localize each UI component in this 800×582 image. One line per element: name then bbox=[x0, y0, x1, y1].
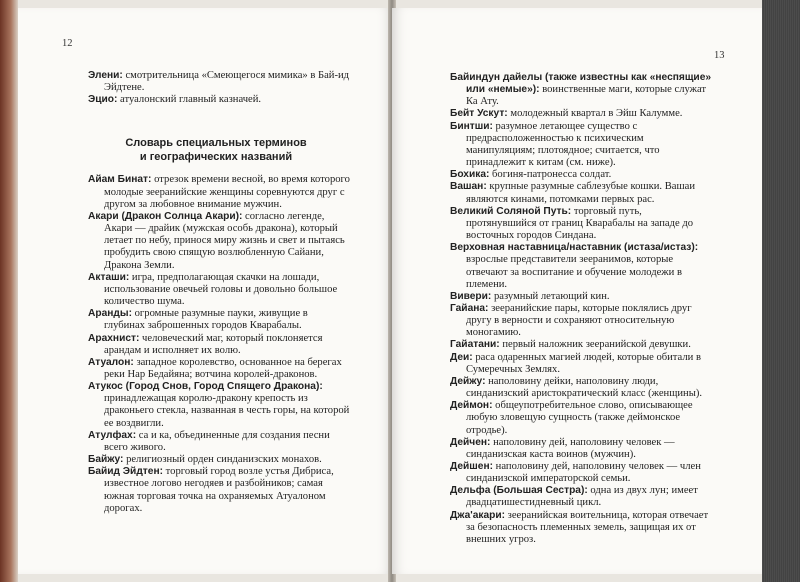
glossary-entry bbox=[450, 72, 712, 108]
entry-definition: общеупотребительное слово, описывающее любую зловещую сущность (также деймонское отродье). bbox=[466, 400, 693, 436]
entry-definition: богиня-патронесса солдат. bbox=[492, 169, 612, 181]
entry-term: Гайатани: bbox=[450, 339, 500, 351]
entry-definition: зееранийская воительница, которая отвечает за безопасность племенных земель, защищая их от внешних угроз. bbox=[466, 509, 709, 545]
glossary-entry bbox=[88, 211, 350, 272]
entry-definition: отрезок времени весной, во время которого молодые зееранийские женщины соревнуются друг с другом за любовное внимание мужчин. bbox=[104, 174, 350, 210]
book-edge-right bbox=[762, 0, 800, 582]
glossary-entry bbox=[450, 291, 712, 303]
entry-definition: наполовину дейки, наполовину люди, синданизский аристократический класс (женщины). bbox=[466, 375, 703, 400]
entry-definition: разумный летающий кин. bbox=[493, 290, 610, 302]
left-page bbox=[18, 8, 392, 574]
glossary-entries-left bbox=[88, 174, 350, 514]
glossary-entry bbox=[450, 108, 712, 120]
glossary-entry bbox=[450, 437, 712, 461]
glossary-entry bbox=[88, 272, 350, 308]
entry-term: Аранды: bbox=[88, 308, 132, 320]
entry-definition: крупные разумные саблезубые кошки. Вашаи являются кинами, потомками первых рас. bbox=[466, 181, 695, 205]
entry-term: Вивери: bbox=[450, 290, 492, 302]
glossary-entry bbox=[450, 206, 712, 242]
entry-definition: человеческий маг, который поклоняется арандам и исполняет их волю. bbox=[104, 332, 323, 356]
entry-term: Деймон: bbox=[450, 400, 493, 412]
entry-term: Байид Эйдтен: bbox=[88, 466, 163, 478]
entry-definition: первый наложник зееранийской девушки. bbox=[502, 339, 691, 351]
entry-term: Дейчен: bbox=[450, 436, 491, 448]
heading-line: и географических названий bbox=[139, 151, 293, 164]
glossary-entries-right bbox=[450, 72, 712, 546]
entry-term: Атулфах: bbox=[88, 429, 137, 441]
glossary-entry bbox=[88, 94, 350, 106]
right-column bbox=[450, 72, 712, 546]
glossary-entry bbox=[450, 352, 712, 376]
glossary-entry bbox=[88, 430, 350, 454]
entry-term: Арахнист: bbox=[88, 332, 140, 344]
entry-term: Атукос (Город Снов, Город Спящего Дракона): bbox=[88, 381, 323, 393]
glossary-entry bbox=[88, 70, 350, 94]
intro-entries bbox=[88, 70, 350, 106]
entry-term: Гайана: bbox=[450, 302, 489, 314]
entry-definition: принадлежащая королю-дракону крепость из драконьего стекла, названная в честь горы, на которой ее воздвигли. bbox=[104, 393, 350, 429]
entry-definition: атуалонский главный казначей. bbox=[120, 94, 262, 106]
entry-term: Бинтши: bbox=[450, 120, 493, 132]
entry-definition: наполовину дей, наполовину человек — синданизская каста воинов (мужчин). bbox=[466, 436, 675, 460]
entry-definition: игра, предполагающая скачки на лошади, использование овечьей головы и довольно большое количество шума. bbox=[104, 271, 338, 308]
right-page bbox=[392, 8, 762, 574]
entry-term: Деи: bbox=[450, 351, 473, 363]
entry-definition: зееранийские пары, которые поклялись друг другу в верности и сохраняют относительную моногамию. bbox=[466, 302, 692, 339]
book-edge-left bbox=[0, 0, 18, 582]
entry-definition: наполовину дей, наполовину человек — член синданизской императорской семьи. bbox=[466, 461, 701, 485]
glossary-entry bbox=[88, 454, 350, 466]
entry-term: Бохика: bbox=[450, 169, 490, 181]
entry-definition: одна из двух лун; имеет двадцатишестидневный цикл. bbox=[466, 485, 698, 509]
entry-definition: торговый город возле устья Дибриса, известное логово негодяев и разбойников; самая южная торговая точка на охраняемых Атуалоном дорогах. bbox=[104, 466, 334, 514]
entry-term: Вашан: bbox=[450, 181, 487, 193]
entry-term: Верховная наставница/наставник (истаза/истаз): bbox=[450, 242, 699, 254]
entry-term: Дейжу: bbox=[450, 375, 486, 387]
entry-term: Акари (Дракон Солнца Акари): bbox=[88, 210, 243, 222]
entry-term: Элени: bbox=[88, 70, 123, 81]
entry-definition: молодежный квартал в Эйш Калумме. bbox=[510, 108, 683, 120]
heading-line: Словарь специальных терминов bbox=[125, 137, 307, 150]
glossary-entry bbox=[450, 339, 712, 351]
entry-term: Джа'акари: bbox=[450, 509, 506, 521]
entry-term: Байжу: bbox=[88, 454, 124, 466]
entry-definition: западное королевство, основанное на берегах реки Нар Бедайяна; вотчина королей-драконов. bbox=[104, 356, 342, 380]
entry-definition: огромные разумные пауки, живущие в глубинах заброшенных городов Кварабалы. bbox=[104, 308, 308, 332]
glossary-entry bbox=[450, 461, 712, 485]
glossary-entry bbox=[450, 242, 712, 291]
entry-term: Акташи: bbox=[88, 271, 130, 283]
entry-term: Байиндун дайелы (также известны как «неспящие» или «немые»): bbox=[450, 72, 712, 96]
page-number-left: 12 bbox=[62, 38, 73, 49]
entry-definition: торговый путь, протянувшийся от границ Кварабалы на западе до восточных городов Синдана. bbox=[466, 205, 694, 242]
entry-term: Атуалон: bbox=[88, 356, 134, 368]
entry-definition: взрослые представители зееранимов, которые отвечают за воспитание и обучение молодежи в племени. bbox=[466, 254, 682, 290]
entry-term: Айам Бинат: bbox=[88, 174, 152, 186]
entry-definition: смотрительница «Смеющегося мимика» в Бай-ид Эйдтене. bbox=[104, 70, 350, 94]
glossary-entry bbox=[450, 303, 712, 339]
glossary-entry bbox=[450, 400, 712, 436]
entry-definition: согласно легенде, Акари — драйик (мужская особь дракона), который летает по небу, принося миру жизнь и свет и пытаясь пробудить свою спящую возлюбленную Сайани, Дракона Земли. bbox=[104, 210, 345, 271]
page-number-right: 13 bbox=[714, 50, 725, 61]
glossary-entry bbox=[450, 485, 712, 509]
glossary-entry bbox=[88, 333, 350, 357]
entry-definition: раса одаренных магией людей, которые обитали в Сумеречных Землях. bbox=[466, 351, 701, 375]
entry-definition: разумное летающее существо с предрасположенностью к психическим манипуляциям; плотоядное; считается, что принадлежит к китам (см. ниже). bbox=[466, 120, 660, 169]
entry-definition: са и ка, объединенные для создания песни всего живого. bbox=[104, 429, 330, 453]
entry-definition: воинственные маги, которые служат Ка Ату. bbox=[466, 84, 707, 108]
glossary-entry bbox=[88, 174, 350, 210]
glossary-entry bbox=[88, 381, 350, 430]
glossary-entry bbox=[450, 376, 712, 400]
glossary-entry bbox=[88, 308, 350, 332]
entry-term: Эцио: bbox=[88, 94, 118, 106]
glossary-entry bbox=[450, 169, 712, 181]
entry-term: Дельфа (Большая Сестра): bbox=[450, 485, 588, 497]
entry-term: Бейт Ускут: bbox=[450, 108, 508, 120]
glossary-heading bbox=[82, 136, 350, 164]
glossary-entry bbox=[450, 510, 712, 546]
glossary-entry bbox=[450, 121, 712, 170]
glossary-entry bbox=[88, 357, 350, 381]
entry-term: Дейшен: bbox=[450, 461, 494, 472]
entry-term: Великий Соляной Путь: bbox=[450, 205, 572, 217]
entry-definition: религиозный орден синданизских монахов. bbox=[126, 454, 322, 466]
glossary-entry bbox=[450, 181, 712, 205]
left-column bbox=[88, 70, 350, 515]
glossary-entry bbox=[88, 466, 350, 515]
